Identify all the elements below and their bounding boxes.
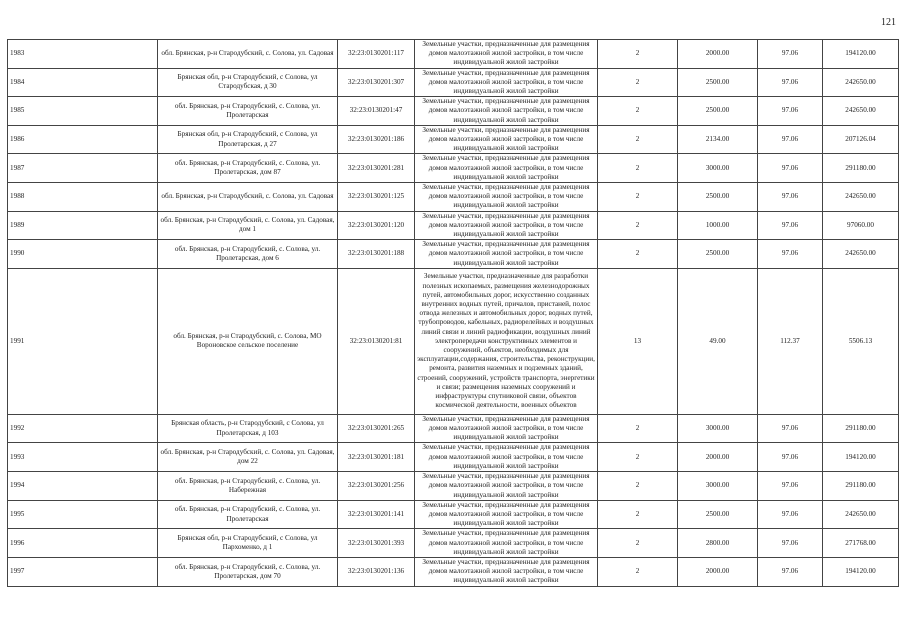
table-row <box>8 500 899 529</box>
row-area: 2500.00 <box>678 183 758 212</box>
row-value: 242650.00 <box>823 500 899 529</box>
row-area: 2800.00 <box>678 529 758 558</box>
row-cadastral-number: 32:23:0130201:307 <box>338 68 415 97</box>
row-cadastral-number: 32:23:0130201:181 <box>338 443 415 472</box>
row-group: 2 <box>598 240 678 269</box>
row-rate: 97.06 <box>758 472 823 501</box>
row-cadastral-number: 32:23:0130201:281 <box>338 154 415 183</box>
row-value: 97060.00 <box>823 211 899 240</box>
row-rate: 97.06 <box>758 529 823 558</box>
row-rate: 97.06 <box>758 500 823 529</box>
table-body <box>8 40 899 587</box>
row-area: 2000.00 <box>678 40 758 69</box>
row-cadastral-number: 32:23:0130201:136 <box>338 557 415 586</box>
row-cadastral-number: 32:23:0130201:81 <box>338 268 415 414</box>
row-cadastral-number: 32:23:0130201:117 <box>338 40 415 69</box>
row-group: 2 <box>598 154 678 183</box>
row-group: 2 <box>598 557 678 586</box>
row-value: 194120.00 <box>823 557 899 586</box>
row-group: 2 <box>598 211 678 240</box>
row-number: 1985 <box>8 97 158 126</box>
row-purpose: Земельные участки, предназначенные для размещения домов малоэтажной жилой застройки, в том числе индивидуальной жилой застройки <box>415 68 598 97</box>
row-cadastral-number: 32:23:0130201:188 <box>338 240 415 269</box>
row-group: 2 <box>598 443 678 472</box>
row-address: обл. Брянская, р-н Стародубский, с. Солова, ул. Садовая <box>158 40 338 69</box>
row-rate: 112.37 <box>758 268 823 414</box>
row-address: обл. Брянская, р-н Стародубский, с. Солова, ул. Пролетарская, дом 70 <box>158 557 338 586</box>
row-value: 242650.00 <box>823 97 899 126</box>
row-number: 1986 <box>8 125 158 154</box>
table-row <box>8 40 899 69</box>
row-address: Брянская обл, р-н Стародубский, с Солова, ул Стародубская, д 30 <box>158 68 338 97</box>
row-purpose: Земельные участки, предназначенные для размещения домов малоэтажной жилой застройки, в том числе индивидуальной жилой застройки <box>415 183 598 212</box>
row-rate: 97.06 <box>758 97 823 126</box>
table-row <box>8 125 899 154</box>
row-cadastral-number: 32:23:0130201:120 <box>338 211 415 240</box>
row-number: 1990 <box>8 240 158 269</box>
row-purpose: Земельные участки, предназначенные для размещения домов малоэтажной жилой застройки, в том числе индивидуальной жилой застройки <box>415 443 598 472</box>
row-purpose: Земельные участки, предназначенные для размещения домов малоэтажной жилой застройки, в том числе индивидуальной жилой застройки <box>415 40 598 69</box>
row-purpose: Земельные участки, предназначенные для размещения домов малоэтажной жилой застройки, в том числе индивидуальной жилой застройки <box>415 240 598 269</box>
table-row <box>8 443 899 472</box>
row-address: обл. Брянская, р-н Стародубский, с. Солова, ул. Садовая, дом 22 <box>158 443 338 472</box>
row-rate: 97.06 <box>758 557 823 586</box>
row-rate: 97.06 <box>758 68 823 97</box>
table-row <box>8 529 899 558</box>
row-area: 2500.00 <box>678 500 758 529</box>
table-row <box>8 183 899 212</box>
row-group: 2 <box>598 97 678 126</box>
row-value: 194120.00 <box>823 40 899 69</box>
row-rate: 97.06 <box>758 414 823 443</box>
row-number: 1989 <box>8 211 158 240</box>
row-area: 49.00 <box>678 268 758 414</box>
row-purpose: Земельные участки, предназначенные для размещения домов малоэтажной жилой застройки, в том числе индивидуальной жилой застройки <box>415 529 598 558</box>
row-group: 2 <box>598 40 678 69</box>
row-purpose: Земельные участки, предназначенные для разработки полезных ископаемых, размещения железнодорожных путей, автомобильных дорог, искусственно созданных внутренних водных путей, причалов, пристаней, полос отвода железных и автомобильных дорог, водных путей, трубопроводов, кабельных, радиорелейных и воздушных линий связи и линий радиофикации, воздушных линий электропередачи конструктивных элементов и сооружений, объектов, необходимых для эксплуатации,содержания, строительства, реконструкции, ремонта, развития наземных и подземных зданий, строений, сооружений, устройств транспорта, энергетики и связи; размещения наземных сооружений и инфраструктуры спутниковой связи, объектов космической деятельности, военных объектов <box>415 268 598 414</box>
land-valuation-table <box>7 39 899 587</box>
table-row <box>8 557 899 586</box>
row-purpose: Земельные участки, предназначенные для размещения домов малоэтажной жилой застройки, в том числе индивидуальной жилой застройки <box>415 472 598 501</box>
row-value: 5506.13 <box>823 268 899 414</box>
row-area: 2500.00 <box>678 240 758 269</box>
row-rate: 97.06 <box>758 125 823 154</box>
row-cadastral-number: 32:23:0130201:141 <box>338 500 415 529</box>
row-number: 1984 <box>8 68 158 97</box>
row-rate: 97.06 <box>758 240 823 269</box>
row-address: Брянская обл, р-н Стародубский, с Солова, ул Пархоменко, д 1 <box>158 529 338 558</box>
row-group: 2 <box>598 414 678 443</box>
table-row <box>8 97 899 126</box>
row-number: 1991 <box>8 268 158 414</box>
row-address: Брянская область, р-н Стародубский, с Солова, ул Пролетарская, д 103 <box>158 414 338 443</box>
row-group: 13 <box>598 268 678 414</box>
page-number: 121 <box>881 17 896 28</box>
row-cadastral-number: 32:23:0130201:125 <box>338 183 415 212</box>
row-value: 291180.00 <box>823 472 899 501</box>
row-value: 242650.00 <box>823 183 899 212</box>
row-cadastral-number: 32:23:0130201:186 <box>338 125 415 154</box>
row-group: 2 <box>598 125 678 154</box>
row-purpose: Земельные участки, предназначенные для размещения домов малоэтажной жилой застройки, в том числе индивидуальной жилой застройки <box>415 154 598 183</box>
row-address: обл. Брянская, р-н Стародубский, с. Солова, ул. Садовая, дом 1 <box>158 211 338 240</box>
table-row <box>8 472 899 501</box>
row-purpose: Земельные участки, предназначенные для размещения домов малоэтажной жилой застройки, в том числе индивидуальной жилой застройки <box>415 211 598 240</box>
row-group: 2 <box>598 183 678 212</box>
table-row <box>8 240 899 269</box>
row-rate: 97.06 <box>758 183 823 212</box>
row-rate: 97.06 <box>758 211 823 240</box>
table-row <box>8 211 899 240</box>
row-area: 3000.00 <box>678 154 758 183</box>
row-area: 3000.00 <box>678 414 758 443</box>
row-number: 1993 <box>8 443 158 472</box>
row-group: 2 <box>598 500 678 529</box>
row-address: обл. Брянская, р-н Стародубский, с. Солова, ул. Садовая <box>158 183 338 212</box>
table-row <box>8 154 899 183</box>
row-value: 194120.00 <box>823 443 899 472</box>
table-row <box>8 68 899 97</box>
row-rate: 97.06 <box>758 154 823 183</box>
row-cadastral-number: 32:23:0130201:265 <box>338 414 415 443</box>
row-rate: 97.06 <box>758 443 823 472</box>
row-area: 1000.00 <box>678 211 758 240</box>
row-area: 2000.00 <box>678 557 758 586</box>
row-rate: 97.06 <box>758 40 823 69</box>
row-value: 291180.00 <box>823 154 899 183</box>
row-cadastral-number: 32:23:0130201:256 <box>338 472 415 501</box>
row-purpose: Земельные участки, предназначенные для размещения домов малоэтажной жилой застройки, в том числе индивидуальной жилой застройки <box>415 125 598 154</box>
row-number: 1988 <box>8 183 158 212</box>
row-value: 242650.00 <box>823 68 899 97</box>
row-number: 1983 <box>8 40 158 69</box>
table-row <box>8 268 899 414</box>
row-cadastral-number: 32:23:0130201:393 <box>338 529 415 558</box>
row-area: 2500.00 <box>678 68 758 97</box>
row-address: Брянская обл, р-н Стародубский, с Солова, ул Пролетарская, д 27 <box>158 125 338 154</box>
row-address: обл. Брянская, р-н Стародубский, с. Солова, МО Вороновское сельское поселение <box>158 268 338 414</box>
row-cadastral-number: 32:23:0130201:47 <box>338 97 415 126</box>
row-address: обл. Брянская, р-н Стародубский, с. Солова, ул. Набережная <box>158 472 338 501</box>
row-value: 291180.00 <box>823 414 899 443</box>
row-group: 2 <box>598 68 678 97</box>
row-purpose: Земельные участки, предназначенные для размещения домов малоэтажной жилой застройки, в том числе индивидуальной жилой застройки <box>415 557 598 586</box>
row-purpose: Земельные участки, предназначенные для размещения домов малоэтажной жилой застройки, в том числе индивидуальной жилой застройки <box>415 97 598 126</box>
row-area: 2000.00 <box>678 443 758 472</box>
row-area: 3000.00 <box>678 472 758 501</box>
row-value: 242650.00 <box>823 240 899 269</box>
row-area: 2500.00 <box>678 97 758 126</box>
row-number: 1992 <box>8 414 158 443</box>
row-number: 1997 <box>8 557 158 586</box>
row-area: 2134.00 <box>678 125 758 154</box>
row-number: 1996 <box>8 529 158 558</box>
row-address: обл. Брянская, р-н Стародубский, с. Солова, ул. Пролетарская <box>158 97 338 126</box>
table-row <box>8 414 899 443</box>
row-number: 1995 <box>8 500 158 529</box>
row-group: 2 <box>598 472 678 501</box>
row-purpose: Земельные участки, предназначенные для размещения домов малоэтажной жилой застройки, в том числе индивидуальной жилой застройки <box>415 500 598 529</box>
row-value: 271768.00 <box>823 529 899 558</box>
row-number: 1987 <box>8 154 158 183</box>
row-group: 2 <box>598 529 678 558</box>
row-address: обл. Брянская, р-н Стародубский, с. Солова, ул. Пролетарская, дом 6 <box>158 240 338 269</box>
row-value: 207126.04 <box>823 125 899 154</box>
row-number: 1994 <box>8 472 158 501</box>
row-address: обл. Брянская, р-н Стародубский, с. Солова, ул. Пролетарская <box>158 500 338 529</box>
row-address: обл. Брянская, р-н Стародубский, с. Солова, ул. Пролетарская, дом 87 <box>158 154 338 183</box>
row-purpose: Земельные участки, предназначенные для размещения домов малоэтажной жилой застройки, в том числе индивидуальной жилой застройки <box>415 414 598 443</box>
